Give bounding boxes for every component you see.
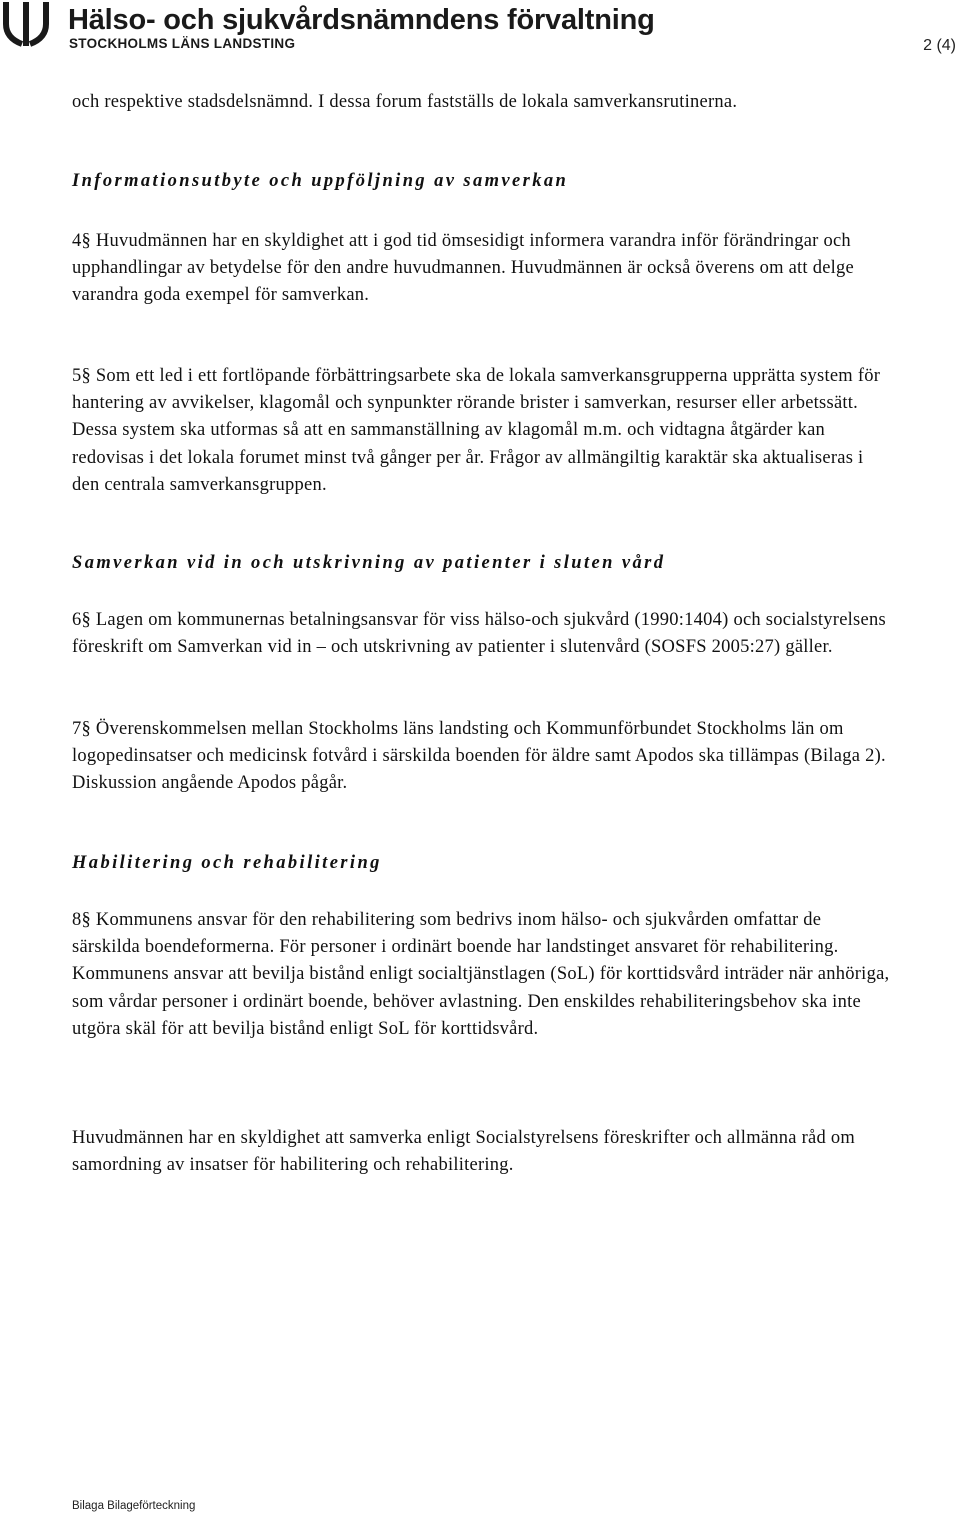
- organization-name: Hälso- och sjukvårdsnämndens förvaltning: [68, 4, 655, 36]
- paragraph-6-text: Lagen om kommunernas betalningsansvar för viss hälso-och sjukvård (1990:1404) och socialstyrelsens föreskrift om Samverkan vid in – och utskrivning av patienter i slutenvård (SOSFS 2005:27) gäller.: [72, 610, 886, 658]
- heading-admission-discharge: Samverkan vid in och utskrivning av patienter i sluten vård: [72, 553, 666, 573]
- paragraph-4-text: Huvudmännen har en skyldighet att i god tid ömsesidigt informera varandra inför förändringar och upphandlingar av betydelse för den andre huvudmannen. Huvudmännen är också överens om att delge varandra goda exempel för samverkan.: [72, 231, 855, 306]
- paragraph-5-text: Som ett led i ett fortlöpande förbättringsarbete ska de lokala samverkansgrupperna upprätta system för hantering av avvikelser, klagomål och synpunkter rörande brister i samverkan, resurser eller arbetssätt. Dessa system ska utformas så att en sammanställning av klagomål m.m. och vidtagna åtgärder kan redovisas i det lokala forumet minst två gånger per år. Frågor av allmängiltig karaktär ska aktualiseras i den centrala samverkansgruppen.: [72, 366, 881, 495]
- paragraph-5-number: 5§: [72, 366, 91, 386]
- paragraph-8-number: 8§: [72, 910, 91, 930]
- paragraph-7: [72, 716, 892, 798]
- intro-paragraph: och respektive stadsdelsnämnd. I dessa forum fastställs de lokala samverkansrutinerna.: [72, 92, 738, 112]
- paragraph-4-number: 4§: [72, 231, 91, 251]
- paragraph-9: Huvudmännen har en skyldighet att samverka enligt Socialstyrelsens föreskrifter och allmänna råd om samordning av insatser för habilitering och rehabilitering.: [72, 1128, 856, 1176]
- paragraph-8: [72, 907, 892, 1043]
- paragraph-7-text: Överenskommelsen mellan Stockholms läns landsting och Kommunförbundet Stockholms län om logopedinsatser och medicinsk fotvård i särskilda boenden för äldre samt Apodos ska tillämpas (Bilaga 2). Diskussion angående Apodos pågår.: [72, 719, 886, 794]
- paragraph-4: [72, 228, 892, 310]
- heading-information-exchange: Informationsutbyte och uppföljning av samverkan: [72, 171, 569, 191]
- paragraph-6-number: 6§: [72, 610, 91, 630]
- page-number: 2 (4): [923, 37, 956, 54]
- paragraph-7-number: 7§: [72, 719, 91, 739]
- paragraph-8-text: Kommunens ansvar för den rehabilitering som bedrivs inom hälso- och sjukvården omfattar de särskilda boendeformerna. För personer i ordinärt boende har landstinget ansvaret för rehabilitering. Kommunens ansvar att bevilja bistånd enligt socialtjänstlagen (SoL) för korttidsvård inträder när anhöriga, som vårdar personer i ordinärt boende, behöver avlastning. Den enskildes rehabiliteringsbehov ska inte utgöra skäl för att bevilja bistånd enligt SoL för korttidsvård.: [72, 910, 890, 1039]
- organization-subtitle: STOCKHOLMS LÄNS LANDSTING: [69, 36, 296, 51]
- heading-habilitation: Habilitering och rehabilitering: [72, 853, 382, 873]
- footer-text: Bilaga Bilageförteckning: [72, 1500, 196, 1512]
- paragraph-6: [72, 607, 892, 661]
- sll-logo-icon: [0, 0, 60, 52]
- paragraph-5: [72, 363, 892, 499]
